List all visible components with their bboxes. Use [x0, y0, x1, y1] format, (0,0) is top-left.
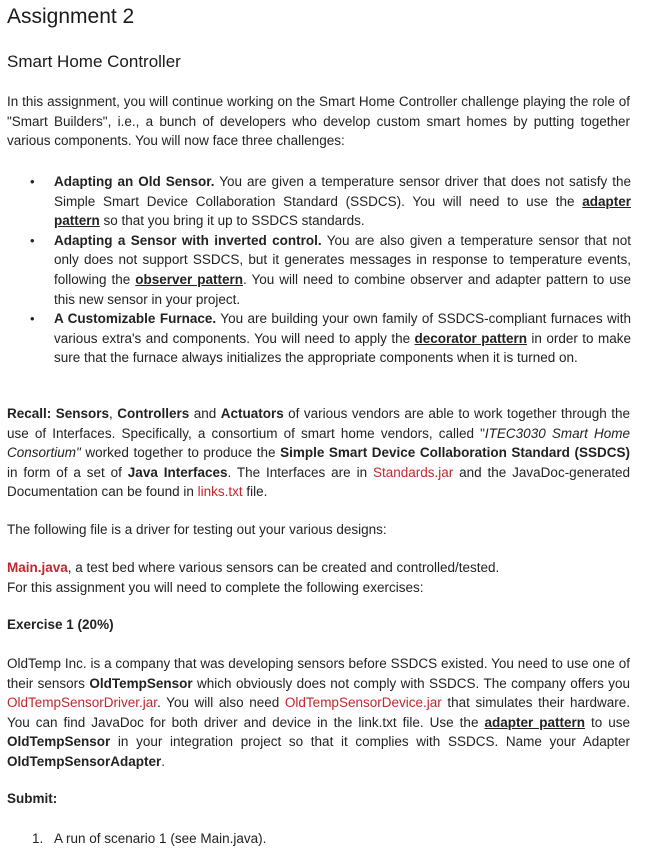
main-file-block: Main.java, a test bed where various sensors can be created and controlled/tested. For this assignment you will need to complete the following exercises: — [7, 558, 630, 597]
links-txt-link[interactable]: links.txt — [197, 484, 243, 500]
exercise-1-heading: Exercise 1 (20%) — [7, 617, 114, 632]
decorator-pattern-link[interactable]: decorator pattern — [414, 330, 527, 346]
main-java-link[interactable]: Main.java — [7, 560, 68, 575]
bullet-icon: • — [30, 311, 35, 327]
page-subtitle: Smart Home Controller — [7, 52, 181, 71]
intro-paragraph: In this assignment, you will continue working on the Smart Home Controller challenge playing the role of "Smart Builders", i.e., a bunch of developers who develop custom smart homes by putting together various components. You will now face three challenges: — [7, 94, 630, 149]
challenge-item: • Adapting a Sensor with inverted control. You are also given a temperature sensor that not only does not support SSDCS, but it generates messages in response to temperature events, following the observer pattern. You will need to combine observer and adapter pattern to use this new sensor in your project. — [30, 232, 631, 307]
observer-pattern-link[interactable]: observer pattern — [135, 271, 244, 287]
exercise-1-paragraph: OldTemp Inc. is a company that was developing sensors before SSDCS existed. You need to use one of their sensors OldTempSensor which obviously does not comply with SSDCS. The company offers you OldTempSensorDriver.jar. You will also need OldTempSensorDevice.jar that simulates their hardware. You can find JavaDoc for both driver and device in the link.txt file. Use the adapter pattern to use OldTempSensor in your integration project so that it complies with SSDCS. Name your Adapter OldTempSensorAdapter. — [7, 656, 631, 769]
exercises-intro: For this assignment you will need to complete the following exercises: — [7, 579, 424, 595]
adapter-pattern-link[interactable]: adapter pattern — [54, 193, 631, 229]
exercise-adapter-pattern-link[interactable]: adapter pattern — [484, 714, 585, 730]
submit-list — [0, 829, 266, 849]
bullet-icon: • — [30, 174, 35, 189]
bullet-icon: • — [30, 232, 35, 248]
driver-jar-link[interactable]: OldTempSensorDriver.jar — [7, 695, 158, 711]
standards-jar-link[interactable]: Standards.jar — [372, 464, 454, 480]
challenge-item: • Adapting an Old Sensor. You are given a temperature sensor driver that does not satisfy the Simple Smart Device Collaboration Standard (SSDCS). You will need to use the adapter pattern so that you bring it up to SSDCS standards. — [30, 174, 631, 229]
submit-heading: Submit: — [7, 791, 58, 806]
challenge-item: • A Customizable Furnace. You are building your own family of SSDCS-compliant furnaces with various extra's and components. You will need to apply the decorator pattern in order to make sure that the furnace always initializes the appropriate components when it is turned on. — [30, 311, 631, 366]
recall-paragraph: Recall: Sensors, Controllers and Actuators of various vendors are able to work together through the use of Interfaces. Specifically, a consortium of smart home vendors, called "ITEC3030 Smart Home Consortium" worked together to produce the Simple Smart Device Collaboration Standard (SSDCS) in form of a set of Java Interfaces. The Interfaces are in Standards.jar and the JavaDoc-generated Documentation can be found in links.txt file. — [7, 406, 631, 500]
page-title: Assignment 2 — [7, 5, 135, 28]
challenge-list — [0, 172, 631, 368]
device-jar-link[interactable]: OldTempSensorDevice.jar — [284, 695, 442, 711]
submit-item: 1. A run of scenario 1 (see Main.java). — [32, 831, 267, 846]
driver-intro: The following file is a driver for testing out your various designs: — [7, 522, 387, 537]
